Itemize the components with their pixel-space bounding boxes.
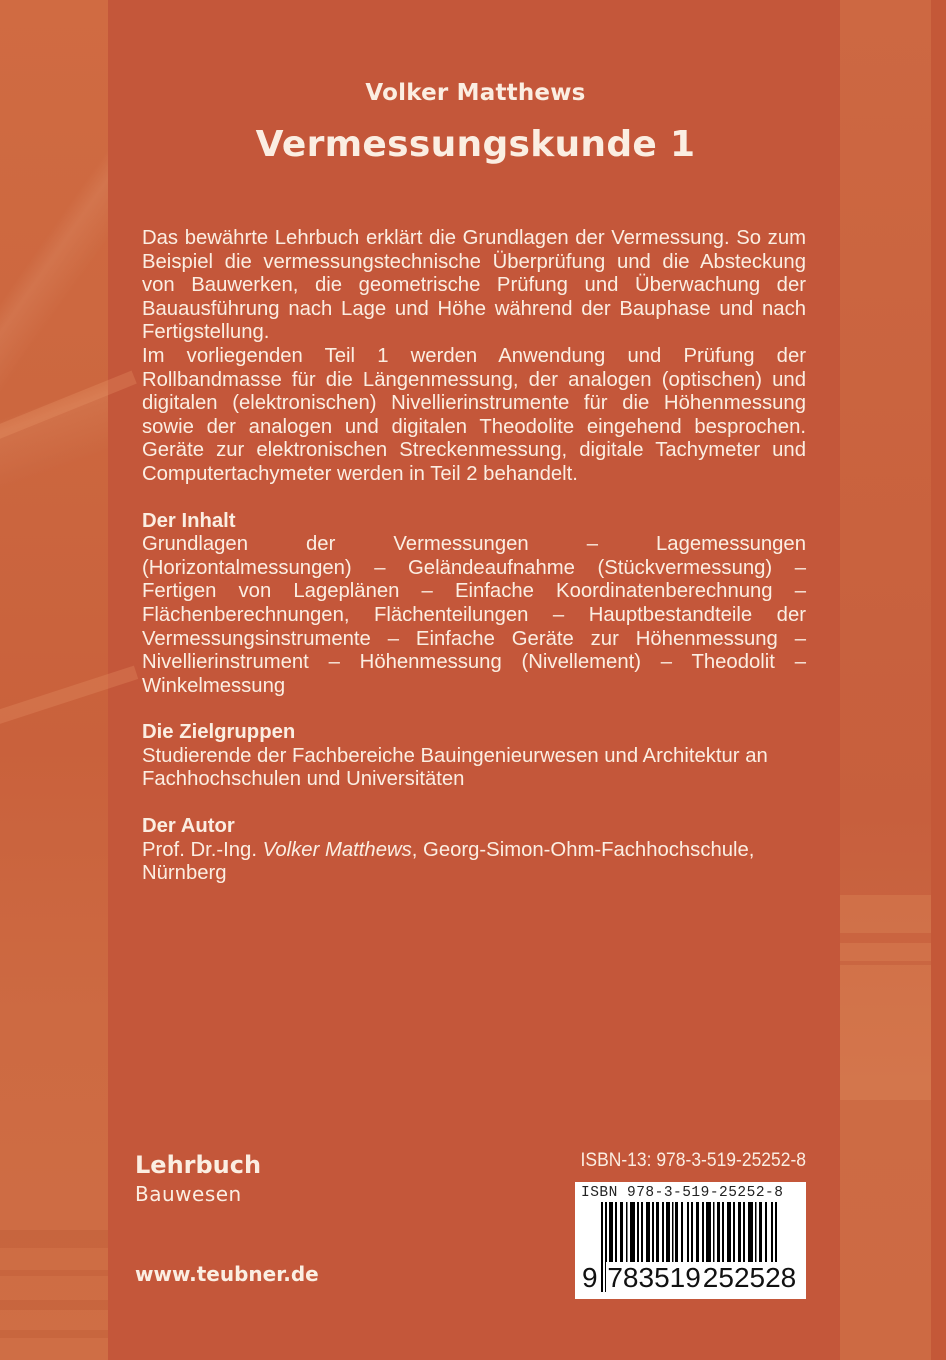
diagonal-beam-decoration xyxy=(0,666,138,729)
series-name: Lehrbuch xyxy=(135,1151,262,1179)
author-title: Prof. Dr.-Ing. xyxy=(142,838,263,861)
series-label xyxy=(135,1150,261,1208)
left-decorative-strip xyxy=(0,0,108,1360)
intro-paragraph-1: Das bewährte Lehrbuch erklärt die Grundlagen der Vermessung. So zum Beispiel die vermessungstechnische Überprüfung und die Absteckung von Bauwerken, die geometrische Prüfung und Überwachung der Bauausführung nach Lage und Höhe während der Bauphase und nach Fertigstellung. xyxy=(142,227,806,344)
isbn-barcode xyxy=(575,1182,806,1299)
isbn-label: ISBN-13: 978-3-519-25252-8 xyxy=(580,1150,806,1171)
stripe-decoration xyxy=(0,1270,108,1276)
contents-heading: Der Inhalt xyxy=(142,509,236,532)
book-title: Vermessungskunde 1 xyxy=(255,124,696,165)
barcode-digits-group-1: 783519 xyxy=(607,1262,701,1293)
contents-body: Grundlagen der Vermessungen – Lagemessungen (Horizontalmessungen) – Geländeaufnahme (Stückvermessung) – Fertigen von Lageplänen – Einfache Koordinatenberechnung – Flächenberechnungen, Flächenteilungen – Hauptbestandteile der Vermessungsinstrumente – Einfache Geräte zur Höhenmessung – Nivellierinstrument – Höhenmessung (Nivellement) – Theodolit – Winkelmessung xyxy=(142,533,806,697)
author-name-italic: Volker Matthews xyxy=(262,838,412,861)
author-heading: Der Autor xyxy=(142,815,235,838)
right-decorative-strip xyxy=(840,0,931,1360)
audience-body: Studierende der Fachbereiche Bauingenieurwesen und Architektur an Fachhochschulen und Universitäten xyxy=(142,744,768,791)
barcode-digits xyxy=(581,1262,797,1294)
diagonal-beam-decoration xyxy=(0,371,137,444)
barcode-digit-first: 9 xyxy=(582,1262,598,1293)
author-body xyxy=(142,839,806,886)
author-name: Volker Matthews xyxy=(365,80,586,106)
stripe-decoration xyxy=(840,965,931,1100)
stripe-decoration xyxy=(840,895,931,933)
stripe-decoration xyxy=(0,1330,108,1338)
barcode-isbn-text: ISBN 978-3-519-25252-8 xyxy=(581,1185,784,1201)
intro-paragraph-2: Im vorliegenden Teil 1 werden Anwendung und Prüfung der Rollbandmasse für die Längenmessung, der analogen (optischen) und digitalen (elektronischen) Nivellierinstrumente für die Höhenmessung sowie der analogen und digitalen Theodolite eingehend besprochen. Geräte zur elektronischen Streckenmessung, digitale Tachymeter und Computertachymeter werden in Teil 2 behandelt. xyxy=(142,344,806,485)
stripe-decoration xyxy=(0,1300,108,1310)
author-affiliation: , Georg-Simon-Ohm-Fachhochschule, Nürnberg xyxy=(142,838,755,885)
audience-heading: Die Zielgruppen xyxy=(142,721,296,744)
publisher-url[interactable]: www.teubner.de xyxy=(135,1262,319,1286)
series-subject: Bauwesen xyxy=(135,1182,242,1206)
barcode-digits-group-2: 252528 xyxy=(702,1262,797,1293)
cover-edge xyxy=(931,0,946,1360)
blurb xyxy=(142,227,806,886)
stripe-decoration xyxy=(0,1230,108,1248)
stripe-decoration xyxy=(840,943,931,961)
